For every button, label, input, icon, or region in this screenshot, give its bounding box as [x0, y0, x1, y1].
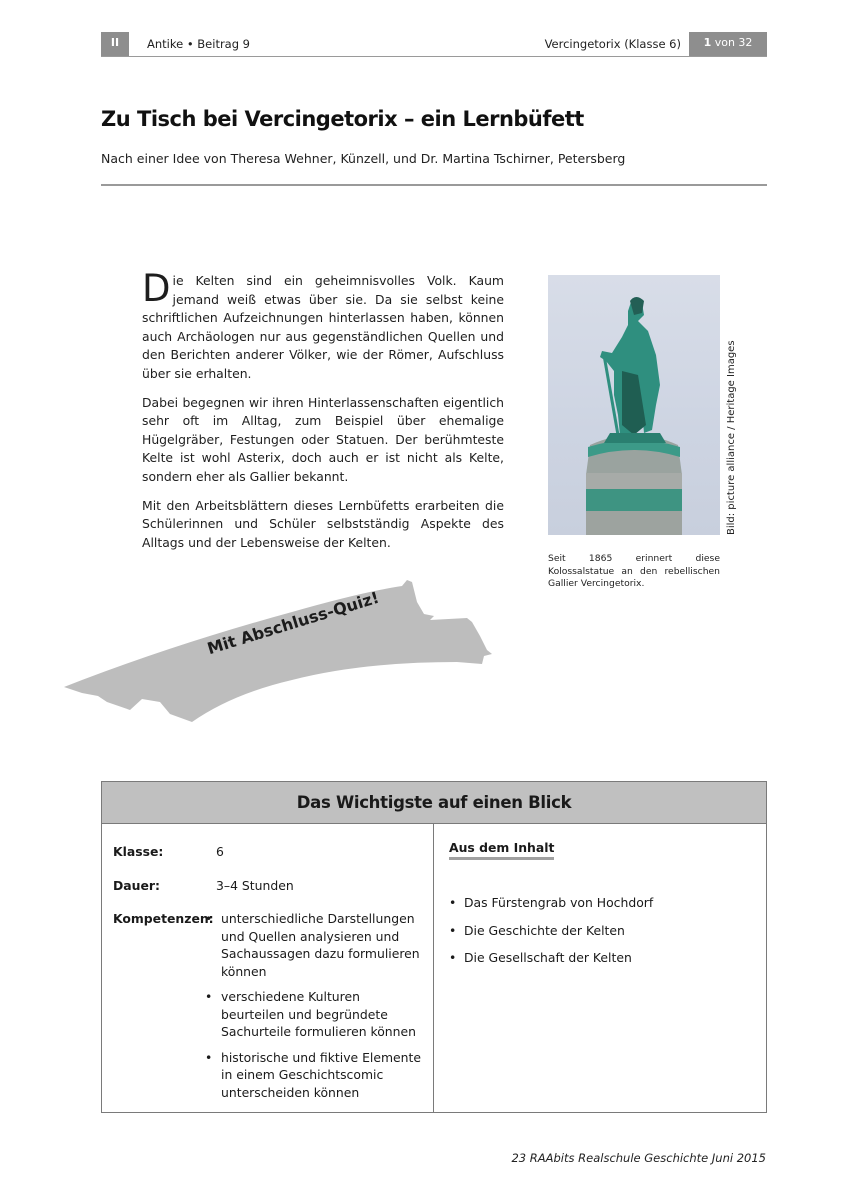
- kompetenzen-list: [205, 910, 427, 1109]
- photo-credit: Bild: picture alliance / Heritage Images: [726, 340, 737, 535]
- kompetenzen-label: Kompetenzen:: [113, 911, 214, 926]
- intro-paragraph-text: ie Kelten sind ein geheimnisvolles Volk. Kaum jemand weiß etwas über sie. Da sie selbst keine schriftlichen Aufzeichnungen hinterlassen haben, können auch Archäologen nur aus gegenständlichen Quellen und den Berichten anderer Völker, wie der Römer, Aufschluss über sie erhalten.: [142, 273, 504, 381]
- kompetenz-item: • unterschiedliche Darstellungen und Quellen analysieren und Sachaussagen dazu formulieren können: [205, 910, 427, 980]
- drop-cap: D: [142, 267, 171, 310]
- dauer-label: Dauer:: [113, 878, 160, 893]
- dauer-value: 3–4 Stunden: [216, 878, 294, 893]
- pedestal-band: [586, 489, 682, 511]
- intro-text: [142, 267, 504, 562]
- klasse-label: Klasse:: [113, 844, 164, 859]
- header-series: Antike • Beitrag 9: [147, 37, 250, 51]
- kompetenz-item: • verschiedene Kulturen beurteilen und begründete Sachurteile formulieren können: [205, 988, 427, 1041]
- contents-heading: Aus dem Inhalt: [449, 840, 554, 860]
- quiz-banner-brush: [62, 572, 507, 727]
- intro-paragraph: [142, 267, 504, 384]
- photo-caption: Seit 1865 erinnert diese Kolossalstatue an den rebellischen Gallier Vercingetorix.: [548, 553, 720, 589]
- header-topic: Vercingetorix (Klasse 6): [544, 37, 681, 51]
- page-current: 1: [703, 36, 712, 49]
- title-divider: [101, 184, 767, 186]
- statue-illustration: [548, 275, 720, 535]
- contents-item: • Das Fürstengrab von Hochdorf: [449, 894, 653, 911]
- intro-paragraph: Dabei begegnen wir ihren Hinterlassenschaften eigentlich sehr oft im Alltag, zum Beispiel über ehemalige Hügelgräber, Festungen oder Statuen. Der berühmteste Kelte ist wohl Asterix, doch auch er ist nicht als Kelte, sondern eher als Gallier bekannt.: [142, 394, 504, 484]
- authors-line: Nach einer Idee von Theresa Wehner, Künzell, und Dr. Martina Tschirner, Petersberg: [101, 151, 626, 166]
- page-title: Zu Tisch bei Vercingetorix – ein Lernbüfett: [101, 107, 584, 131]
- overview-facts: [102, 824, 434, 1112]
- contents-item: • Die Gesellschaft der Kelten: [449, 949, 653, 966]
- contents-list: [449, 894, 653, 977]
- page-total: von 32: [714, 36, 753, 49]
- intro-paragraph: Mit den Arbeitsblättern dieses Lernbüfetts erarbeiten die Schülerinnen und Schüler selbstständig Aspekte des Alltags und der Lebensweise der Kelten.: [142, 497, 504, 550]
- quiz-banner-text: Mit Abschluss-Quiz!: [205, 587, 382, 659]
- running-header: [101, 32, 767, 57]
- klasse-value: 6: [216, 844, 224, 859]
- page-footer: 23 RAAbits Realschule Geschichte Juni 2015: [511, 1151, 766, 1165]
- kompetenz-item: • historische und fiktive Elemente in einem Geschichtscomic unterscheiden können: [205, 1049, 427, 1102]
- overview-box: [101, 781, 767, 1113]
- overview-heading: Das Wichtigste auf einen Blick: [102, 782, 766, 824]
- section-badge: II: [101, 32, 129, 56]
- contents-item: • Die Geschichte der Kelten: [449, 922, 653, 939]
- statue-photo: [548, 275, 720, 535]
- page-indicator: [689, 32, 767, 56]
- overview-contents: [434, 824, 766, 1112]
